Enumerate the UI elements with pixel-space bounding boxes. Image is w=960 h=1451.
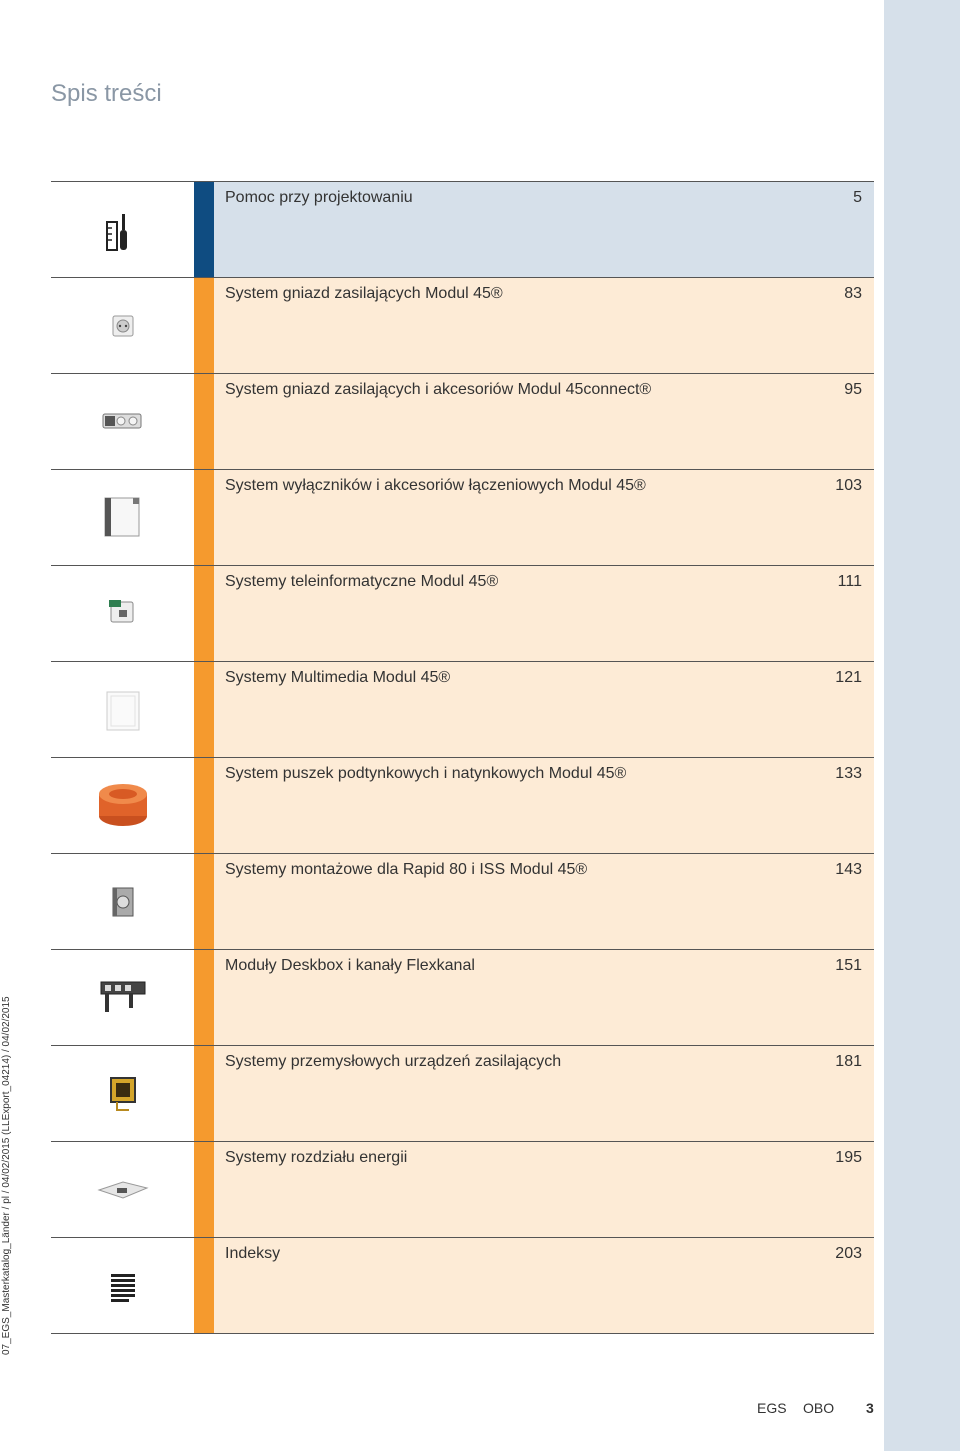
toc-accent-bar bbox=[194, 758, 214, 853]
toc-row[interactable] bbox=[51, 757, 874, 853]
toc-thumb bbox=[51, 662, 194, 757]
toc-accent-bar bbox=[194, 950, 214, 1045]
toc-page-number[interactable]: 143 bbox=[835, 861, 862, 878]
toc-page-number[interactable]: 121 bbox=[835, 669, 862, 686]
footer-page-number: 3 bbox=[866, 1400, 874, 1416]
toc-panel bbox=[214, 1046, 874, 1141]
toc-label[interactable]: Systemy teleinformatyczne Modul 45® bbox=[225, 573, 499, 590]
page-title: Spis treści bbox=[51, 80, 162, 107]
toc-label[interactable]: System gniazd zasilających i akcesoriów Modul 45connect® bbox=[225, 381, 652, 398]
energy-distribution-icon bbox=[93, 1160, 153, 1220]
toc-label[interactable]: Moduły Deskbox i kanały Flexkanal bbox=[225, 957, 475, 974]
switch-icon bbox=[93, 488, 153, 548]
toc-accent-bar bbox=[194, 1238, 214, 1333]
toc-label[interactable]: System gniazd zasilających Modul 45® bbox=[225, 285, 503, 302]
toc-row[interactable] bbox=[51, 373, 874, 469]
toc-row[interactable] bbox=[51, 1237, 874, 1334]
toc-page-number[interactable]: 83 bbox=[844, 285, 862, 302]
toc-thumb bbox=[51, 1238, 194, 1333]
toc-page-number[interactable]: 103 bbox=[835, 477, 862, 494]
toc-panel bbox=[214, 182, 874, 277]
toc-panel bbox=[214, 758, 874, 853]
toc-panel bbox=[214, 854, 874, 949]
toc-accent-bar bbox=[194, 854, 214, 949]
toc-panel bbox=[214, 470, 874, 565]
toc-accent-bar bbox=[194, 1046, 214, 1141]
toc-panel bbox=[214, 566, 874, 661]
toc-thumb bbox=[51, 182, 194, 277]
toc-page-number[interactable]: 5 bbox=[853, 189, 862, 206]
toc-thumb bbox=[51, 374, 194, 469]
footer-brand-egs: EGS bbox=[757, 1400, 787, 1416]
toc-row[interactable] bbox=[51, 469, 874, 565]
toc-thumb bbox=[51, 1046, 194, 1141]
toc-accent-bar bbox=[194, 1142, 214, 1237]
multimedia-module-icon bbox=[93, 680, 153, 740]
toc-page-number[interactable]: 203 bbox=[835, 1245, 862, 1262]
toc-row[interactable] bbox=[51, 565, 874, 661]
toc-accent-bar bbox=[194, 470, 214, 565]
toc-thumb bbox=[51, 950, 194, 1045]
socket-icon bbox=[93, 296, 153, 356]
toc-page-number[interactable]: 111 bbox=[837, 573, 862, 590]
toc-page-number[interactable]: 195 bbox=[835, 1149, 862, 1166]
toc-row[interactable] bbox=[51, 661, 874, 757]
toc-panel bbox=[214, 662, 874, 757]
toc-label[interactable]: Systemy rozdziału energii bbox=[225, 1149, 408, 1166]
footer-brand-obo: OBO bbox=[803, 1400, 835, 1416]
toc-page-number[interactable]: 151 bbox=[835, 957, 862, 974]
side-tab-strip bbox=[884, 0, 960, 1451]
toc-label[interactable]: Systemy przemysłowych urządzeń zasilających bbox=[225, 1053, 562, 1070]
index-lines-icon bbox=[93, 1256, 153, 1316]
vertical-print-info: 07_EGS_Masterkatalog_Länder / pl / 04/02/2015 (LLExport_04214) / 04/02/2015 bbox=[1, 996, 12, 1355]
toc-thumb bbox=[51, 278, 194, 373]
toc-row[interactable] bbox=[51, 1141, 874, 1237]
socket-strip-icon bbox=[93, 392, 153, 452]
toc-label[interactable]: Systemy montażowe dla Rapid 80 i ISS Modul 45® bbox=[225, 861, 588, 878]
toc-row[interactable] bbox=[51, 181, 874, 277]
toc-panel bbox=[214, 950, 874, 1045]
toc-panel bbox=[214, 278, 874, 373]
toc-row[interactable] bbox=[51, 949, 874, 1045]
toc-thumb bbox=[51, 566, 194, 661]
toc-accent-bar bbox=[194, 662, 214, 757]
toc-row[interactable] bbox=[51, 277, 874, 373]
toc-thumb bbox=[51, 470, 194, 565]
toc-page-number[interactable]: 133 bbox=[835, 765, 862, 782]
toc-accent-bar bbox=[194, 278, 214, 373]
mounting-unit-icon bbox=[93, 872, 153, 932]
data-socket-icon bbox=[93, 584, 153, 644]
toc-thumb bbox=[51, 758, 194, 853]
toc-thumb bbox=[51, 854, 194, 949]
toc-label[interactable]: Systemy Multimedia Modul 45® bbox=[225, 669, 451, 686]
toc-page-number[interactable]: 95 bbox=[844, 381, 862, 398]
ruler-screwdriver-icon bbox=[93, 200, 153, 260]
toc-page-number[interactable]: 181 bbox=[835, 1053, 862, 1070]
deskbox-icon bbox=[93, 968, 153, 1028]
toc-panel bbox=[214, 1142, 874, 1237]
toc-row[interactable] bbox=[51, 853, 874, 949]
toc-panel bbox=[214, 1238, 874, 1333]
toc-accent-bar bbox=[194, 374, 214, 469]
toc-label[interactable]: System wyłączników i akcesoriów łączeniowych Modul 45® bbox=[225, 477, 646, 494]
toc-row[interactable] bbox=[51, 1045, 874, 1141]
toc-accent-bar bbox=[194, 182, 214, 277]
toc-panel bbox=[214, 374, 874, 469]
toc-label[interactable]: Indeksy bbox=[225, 1245, 281, 1262]
junction-box-icon bbox=[93, 776, 153, 836]
table-of-contents bbox=[51, 181, 874, 1334]
toc-label[interactable]: Pomoc przy projektowaniu bbox=[225, 189, 413, 206]
toc-thumb bbox=[51, 1142, 194, 1237]
toc-label[interactable]: System puszek podtynkowych i natynkowych Modul 45® bbox=[225, 765, 627, 782]
industrial-box-icon bbox=[93, 1064, 153, 1124]
toc-accent-bar bbox=[194, 566, 214, 661]
